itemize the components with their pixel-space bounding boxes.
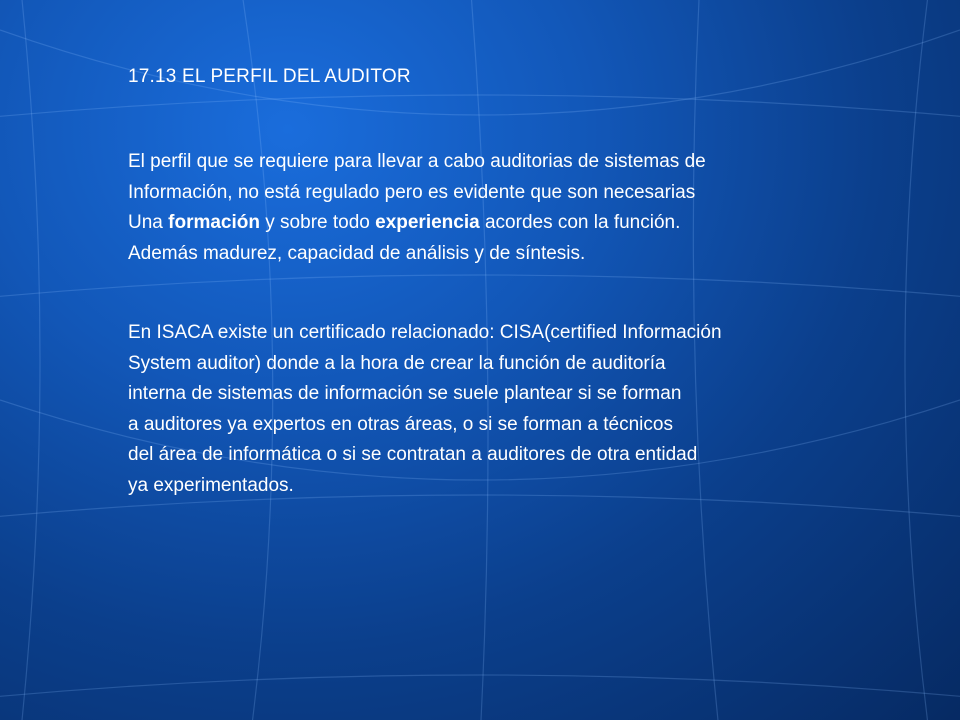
text-segment: acordes con la función. bbox=[479, 212, 681, 233]
paragraph-line: System auditor) donde a la hora de crear la función de auditoría bbox=[128, 352, 666, 374]
slide-title: 17.13 EL PERFIL DEL AUDITOR bbox=[128, 66, 411, 87]
paragraph-line: interna de sistemas de información se suele plantear si se forman bbox=[128, 383, 682, 404]
paragraph-profile bbox=[128, 147, 908, 269]
paragraph-line-emphasis bbox=[128, 208, 908, 239]
paragraph-line: Información, no está regulado pero es evidente que son necesarias bbox=[128, 181, 696, 203]
bold-term-experiencia: experiencia bbox=[375, 212, 480, 233]
paragraph-line: del área de informática o si se contratan a auditores de otra entidad bbox=[128, 444, 698, 465]
paragraph-line: En ISACA existe un certificado relacionado: CISA(certified Información bbox=[128, 322, 722, 343]
bold-term-formacion: formación bbox=[168, 212, 260, 233]
paragraph-line: ya experimentados. bbox=[128, 474, 294, 496]
text-segment: Una bbox=[128, 212, 169, 233]
paragraph-line: El perfil que se requiere para llevar a cabo auditorias de sistemas de bbox=[128, 151, 706, 172]
text-segment: y sobre todo bbox=[260, 212, 376, 233]
paragraph-line: Además madurez, capacidad de análisis y de síntesis. bbox=[128, 242, 586, 264]
paragraph-line: a auditores ya expertos en otras áreas, o si se forman a técnicos bbox=[128, 413, 673, 435]
paragraph-isaca bbox=[128, 318, 908, 501]
